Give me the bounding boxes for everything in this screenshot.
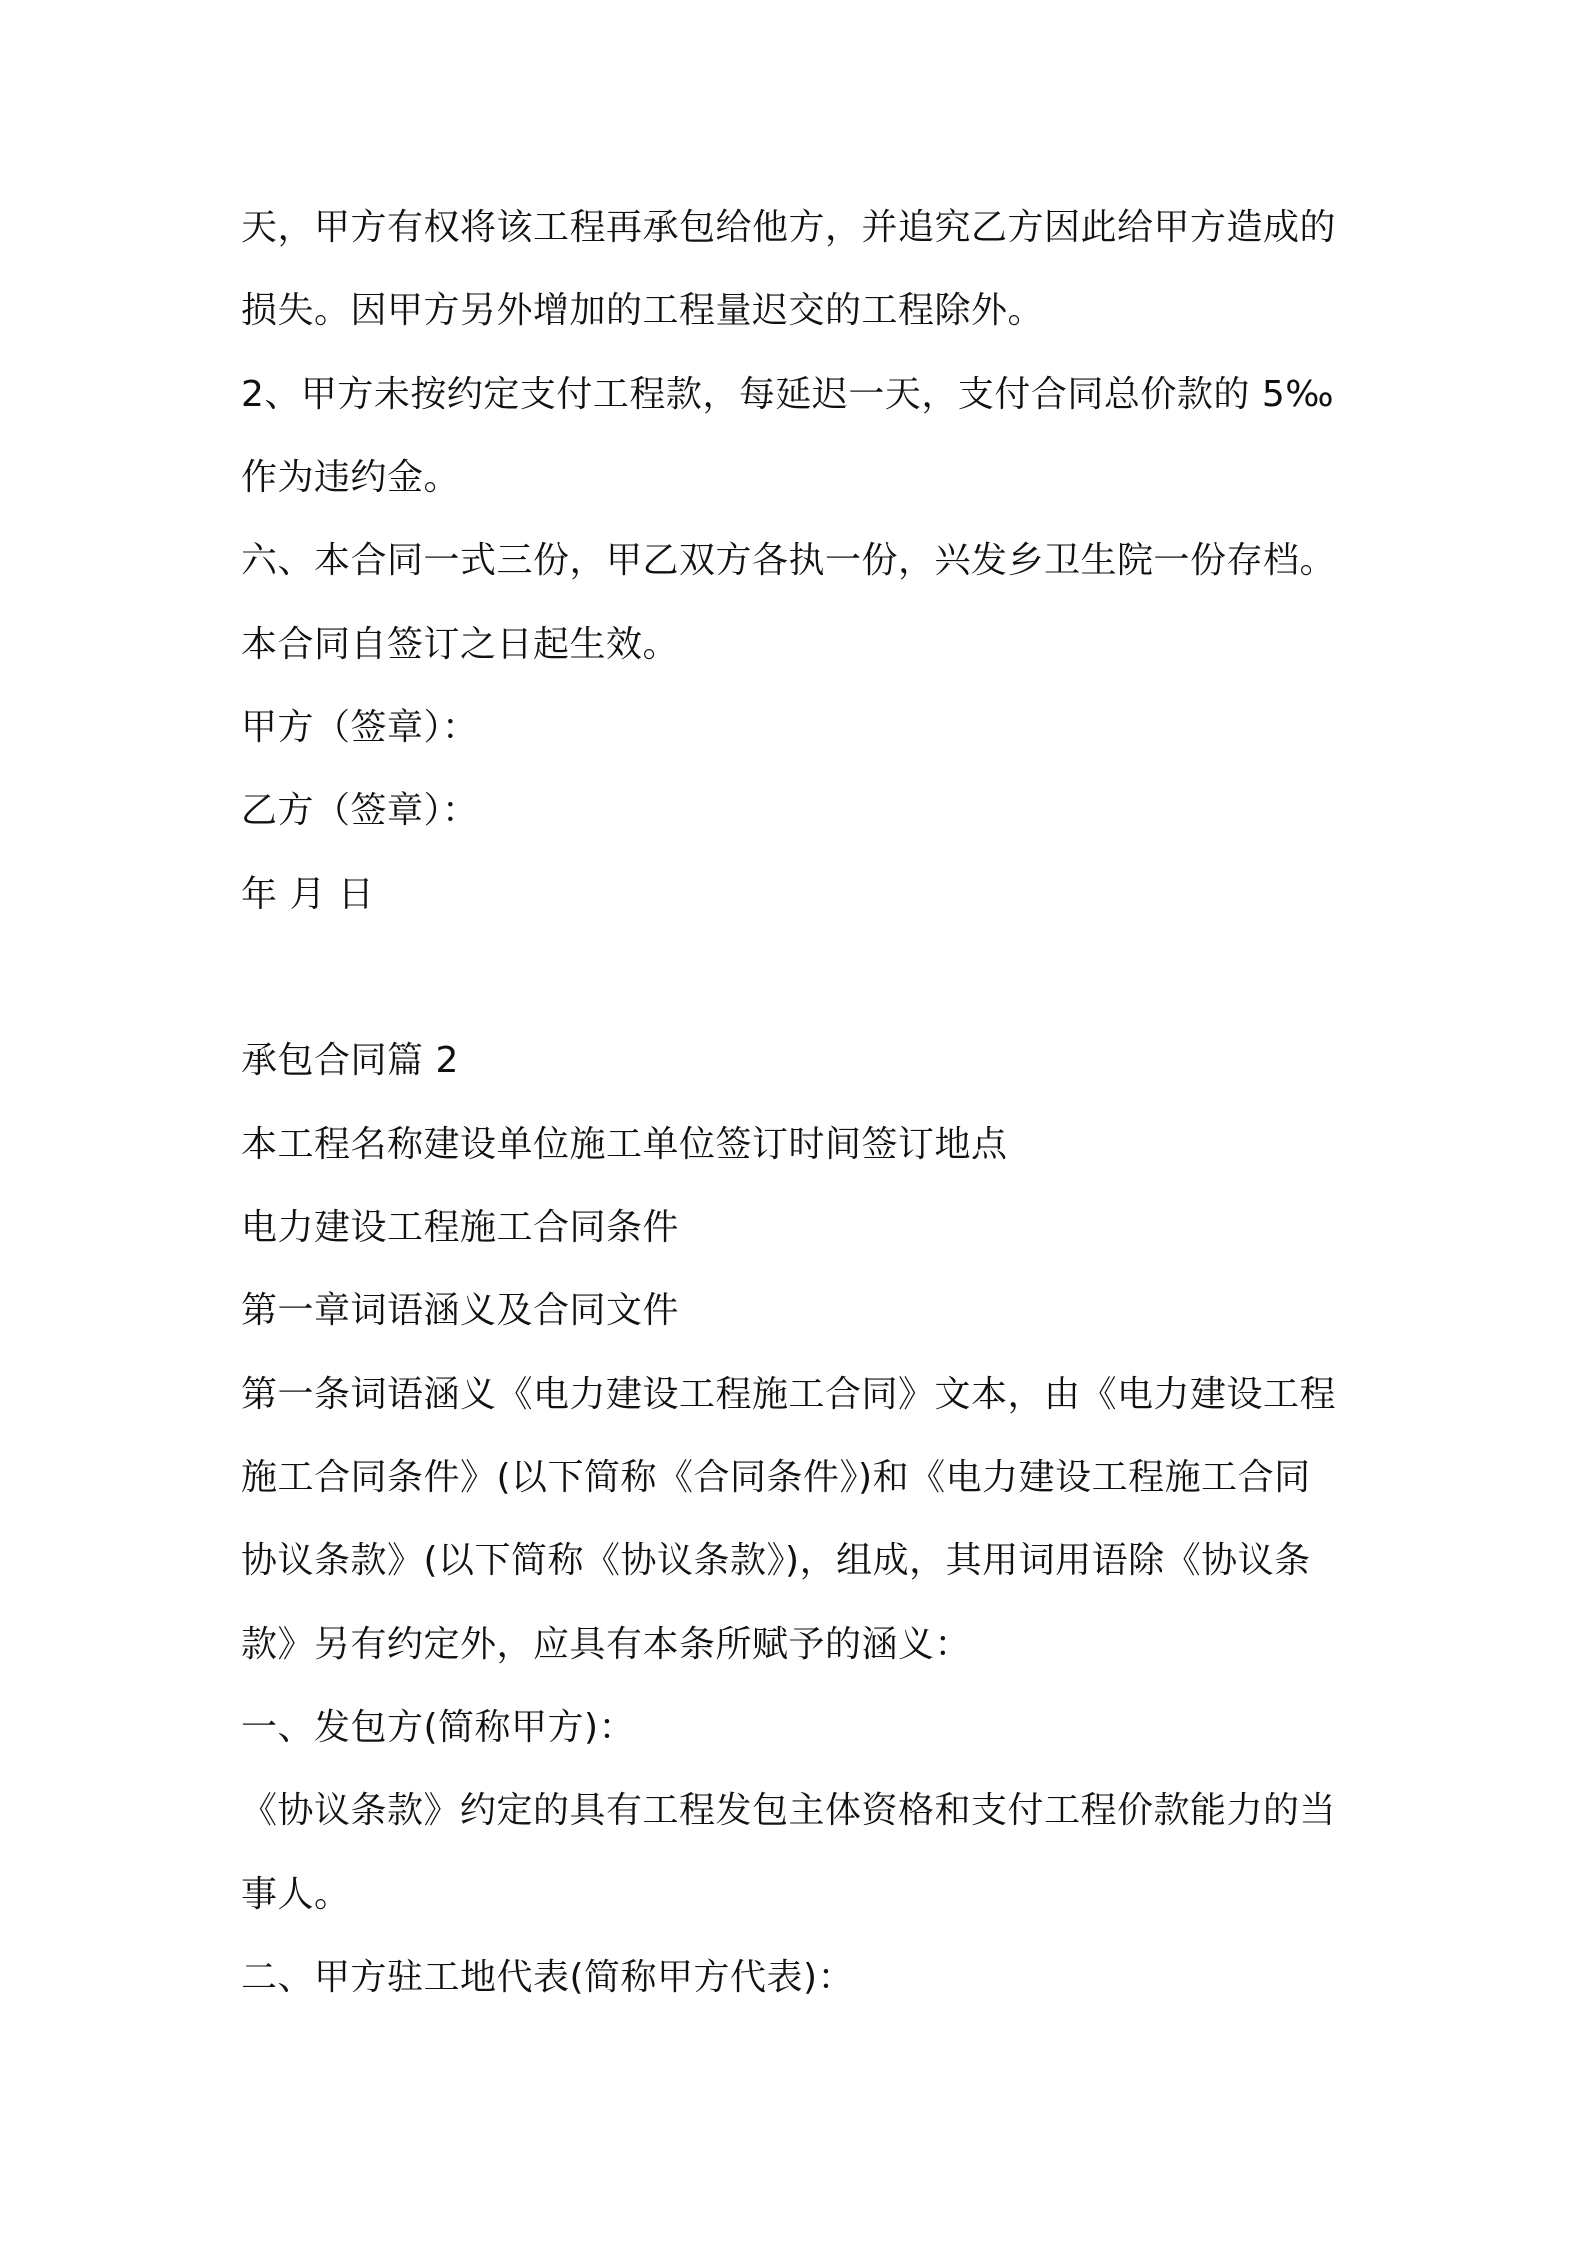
signature-party-a: 甲方（签章）：	[241, 707, 479, 748]
paragraph-line: 协议条款》(以下简称《协议条款》)，组成，其用词用语除《协议条	[241, 1540, 1311, 1581]
paragraph-line: 2、甲方未按约定支付工程款，每延迟一天，支付合同总价款的 5‰	[241, 374, 1335, 415]
paragraph-line: 本合同自签订之日起生效。	[241, 624, 680, 665]
paragraph-line: 施工合同条件》(以下简称《合同条件》)和《电力建设工程施工合同	[241, 1457, 1311, 1498]
signature-date: 年 月 日	[241, 874, 375, 915]
paragraph-line: 本工程名称建设单位施工单位签订时间签订地点	[241, 1124, 1008, 1165]
paragraph-line: 作为违约金。	[241, 457, 461, 498]
paragraph-line: 天，甲方有权将该工程再承包给他方，并追究乙方因此给甲方造成的	[241, 207, 1337, 248]
paragraph-line: 第一条词语涵义《电力建设工程施工合同》文本，由《电力建设工程	[241, 1374, 1337, 1415]
chapter-heading: 第一章词语涵义及合同文件	[241, 1290, 680, 1331]
paragraph-line: 电力建设工程施工合同条件	[241, 1207, 680, 1248]
paragraph-line: 款》另有约定外，应具有本条所赋予的涵义：	[241, 1624, 972, 1665]
paragraph-line: 二、甲方驻工地代表(简称甲方代表)：	[241, 1957, 855, 1998]
paragraph-line: 事人。	[241, 1874, 351, 1915]
signature-party-b: 乙方（签章）：	[241, 790, 479, 831]
paragraph-line: 损失。因甲方另外增加的工程量迟交的工程除外。	[241, 290, 1045, 331]
paragraph-line: 六、本合同一式三份，甲乙双方各执一份，兴发乡卫生院一份存档。	[241, 540, 1337, 581]
section-title: 承包合同篇 2	[241, 1040, 459, 1081]
paragraph-line: 一、发包方(简称甲方)：	[241, 1707, 636, 1748]
paragraph-line: 《协议条款》约定的具有工程发包主体资格和支付工程价款能力的当	[241, 1790, 1337, 1831]
